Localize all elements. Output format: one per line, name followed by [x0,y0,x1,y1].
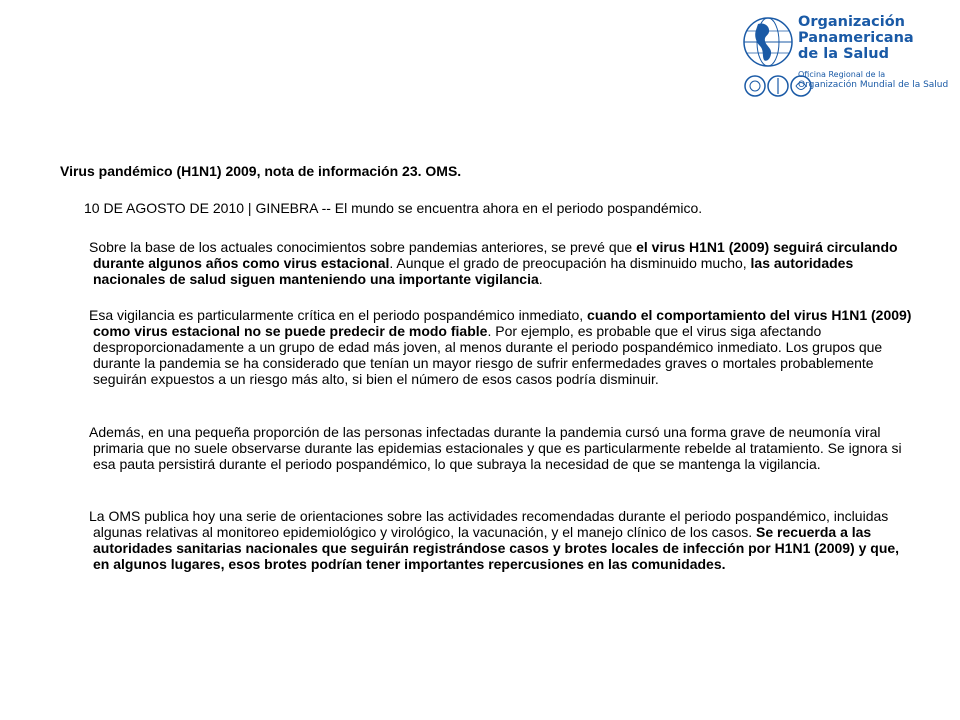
paragraph-2 [89,307,915,387]
org-name-line1: Organización [798,14,906,30]
paragraph-2-bold-1: cuando el comportamiento del virus H1N1 (2009) como virus estacional no se puede predecir de modo fiable [93,307,912,339]
org-subtitle-line2: Organización Mundial de la Salud [798,80,949,90]
paragraph-1-text-1: Sobre la base de los actuales conocimientos sobre pandemias anteriores, se prevé que [89,239,637,255]
paragraph-3 [89,424,915,472]
paragraph-2-text-2: . Por ejemplo, es probable que el virus siga afectando desproporcionadamente a un grupo de edad más joven, al menos durante el periodo pospandémico inmediato. Los grupos que durante la pandemia se ha considerado que tenían un mayor riesgo de sufrir enfermedades graves o mortales probablemente seguirán expuestos a un riesgo más alto, si bien el número de esos casos podría disminuir. [93,323,883,387]
paragraph-1-bold-1: el virus H1N1 (2009) seguirá circulando durante algunos años como virus estacional [93,239,898,271]
org-name-line2: Panamericana [798,30,914,46]
paho-globe-logo-icon [742,16,794,68]
paragraph-1-text-2: . Aunque el grado de preocupación ha disminuido mucho, [389,255,751,271]
document-title: Virus pandémico (H1N1) 2009, nota de información 23. OMS. [60,163,462,179]
paragraph-2-text-1: Esa vigilancia es particularmente crítica en el periodo pospandémico inmediato, [89,307,588,323]
dateline: 10 DE AGOSTO DE 2010 | GINEBRA -- El mundo se encuentra ahora en el periodo pospandémico. [84,200,703,216]
paragraph-3-text-1: Además, en una pequeña proporción de las personas infectadas durante la pandemia cursó una forma grave de neumonía viral primaria que no suele observarse durante las epidemias estacionales y que es particularmente rebelde al tratamiento. Se ignora si esa pauta persistirá durante el periodo pospandémico, lo que subraya la necesidad de que se mantenga la vigilancia. [89,424,902,472]
org-subtitle-line1: Oficina Regional de la [798,70,886,79]
paragraph-4-text-1: La OMS publica hoy una serie de orientaciones sobre las actividades recomendadas durante el periodo pospandémico, incluidas algunas relativas al monitoreo epidemiológico y virológico, la vacunación, y el manejo clínico de los casos. [89,508,889,540]
paho-logo [742,14,949,94]
paragraph-1 [89,239,915,287]
paragraph-4-bold-1: Se recuerda a las autoridades sanitarias nacionales que seguirán registrándose casos y brotes locales de infección por H1N1 (2009) y que, en algunos lugares, esos brotes podrían tener importantes repercusiones en las comunidades. [93,524,900,572]
paragraph-4 [89,508,915,572]
paragraph-1-text-3: . [538,271,543,287]
paragraph-1-bold-2: las autoridades nacionales de salud siguen manteniendo una importante vigilancia [93,255,854,287]
org-name-line3: de la Salud [798,46,889,62]
